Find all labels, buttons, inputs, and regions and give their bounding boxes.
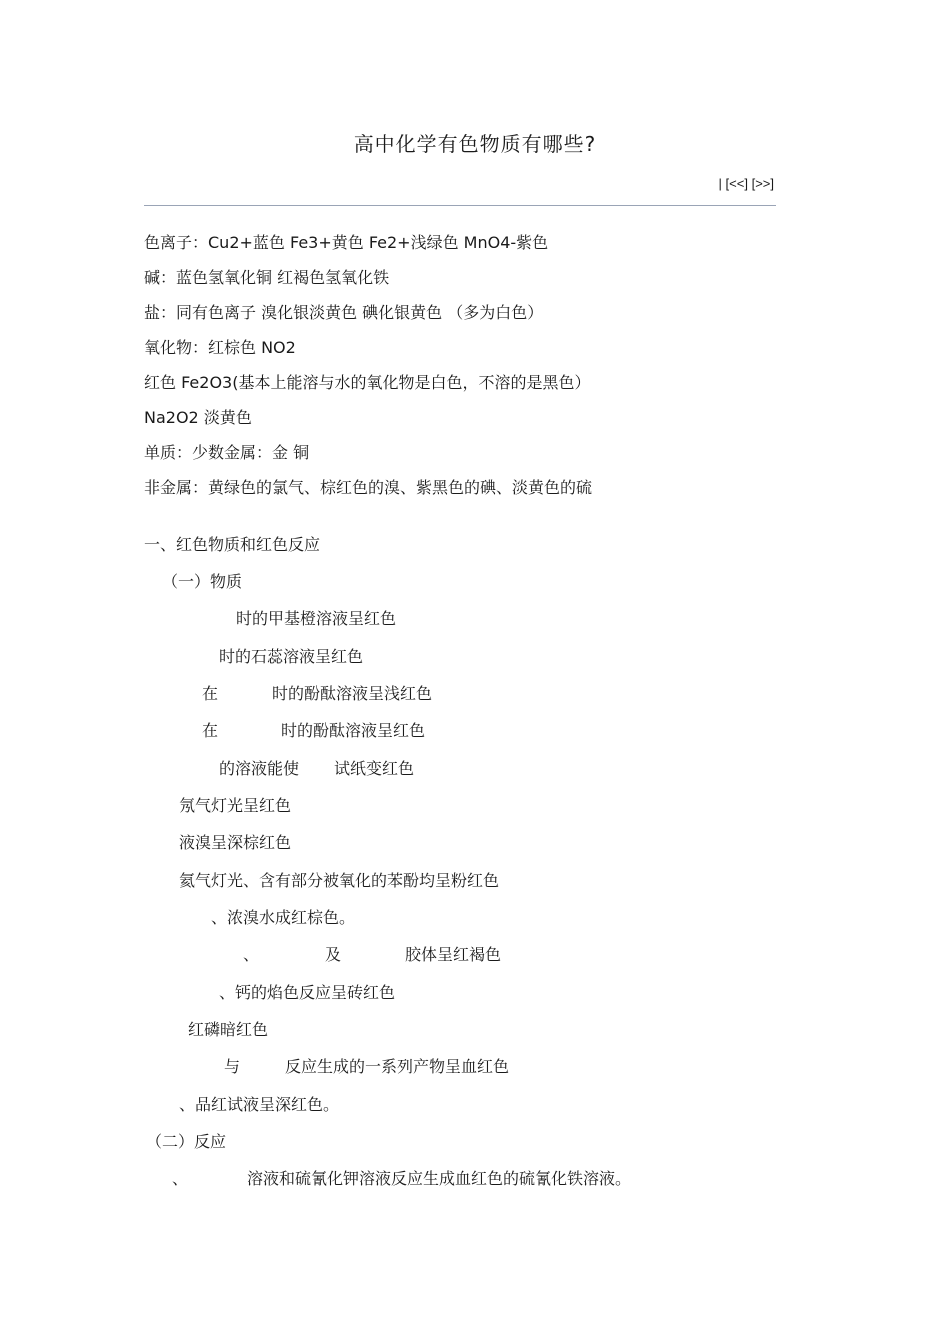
summary-metals: 单质：少数金属：金 铜	[144, 443, 310, 462]
section-heading-red: 一、红色物质和红色反应	[144, 535, 321, 554]
list-item: 氖气灯光呈红色	[179, 796, 292, 815]
summary-oxides: 氧化物：红棕色 NO2	[144, 338, 296, 357]
summary-nonmetals: 非金属：黄绿色的氯气、棕红色的溴、紫黑色的碘、淡黄色的硫	[144, 478, 593, 497]
nav-separator: |	[718, 176, 722, 191]
list-item-part: 反应生成的一系列产物呈血红色	[285, 1057, 510, 1076]
summary-bases: 碱：蓝色氢氧化铜 红褐色氢氧化铁	[144, 268, 390, 287]
list-item: 时的石蕊溶液呈红色	[219, 647, 364, 666]
subsection-reactions: （二）反应	[146, 1132, 227, 1151]
list-item: 氦气灯光、含有部分被氧化的苯酚均呈粉红色	[179, 871, 500, 890]
list-item: 、钙的焰色反应呈砖红色	[219, 983, 396, 1002]
list-item-part: 在	[202, 721, 219, 740]
next-link[interactable]: [>>]	[751, 176, 774, 191]
list-item-part: 时的酚酞溶液呈浅红色	[272, 684, 433, 703]
list-item-part: 与	[224, 1057, 241, 1076]
list-item-part: 试纸变红色	[334, 759, 415, 778]
page-title: 高中化学有色物质有哪些?	[353, 132, 597, 156]
header-divider	[144, 205, 776, 206]
pager-nav	[719, 176, 774, 191]
summary-fe2o3: 红色 Fe2O3(基本上能溶与水的氧化物是白色，不溶的是黑色）	[144, 373, 591, 392]
list-item-part: 时的酚酞溶液呈红色	[281, 721, 426, 740]
summary-salts: 盐：同有色离子 溴化银淡黄色 碘化银黄色 （多为白色）	[144, 303, 544, 322]
prev-link[interactable]: [<<]	[725, 176, 748, 191]
summary-na2o2: Na2O2 淡黄色	[144, 408, 252, 427]
list-item: 、浓溴水成红棕色。	[211, 908, 356, 927]
list-item-part: 及	[325, 945, 342, 964]
list-item-part: 、	[172, 1169, 189, 1188]
summary-ions: 色离子：Cu2+蓝色 Fe3+黄色 Fe2+浅绿色 MnO4-紫色	[144, 233, 549, 252]
list-item: 时的甲基橙溶液呈红色	[236, 609, 397, 628]
list-item: 红磷暗红色	[188, 1020, 269, 1039]
list-item-part: 、	[243, 945, 260, 964]
list-item-part: 在	[202, 684, 219, 703]
list-item: 液溴呈深棕红色	[179, 833, 292, 852]
list-item: 、品红试液呈深红色。	[179, 1095, 340, 1114]
list-item-part: 胶体呈红褐色	[405, 945, 502, 964]
list-item-part: 溶液和硫氰化钾溶液反应生成血红色的硫氰化铁溶液。	[247, 1169, 632, 1188]
subsection-substances: （一）物质	[162, 572, 243, 591]
list-item-part: 的溶液能使	[219, 759, 300, 778]
